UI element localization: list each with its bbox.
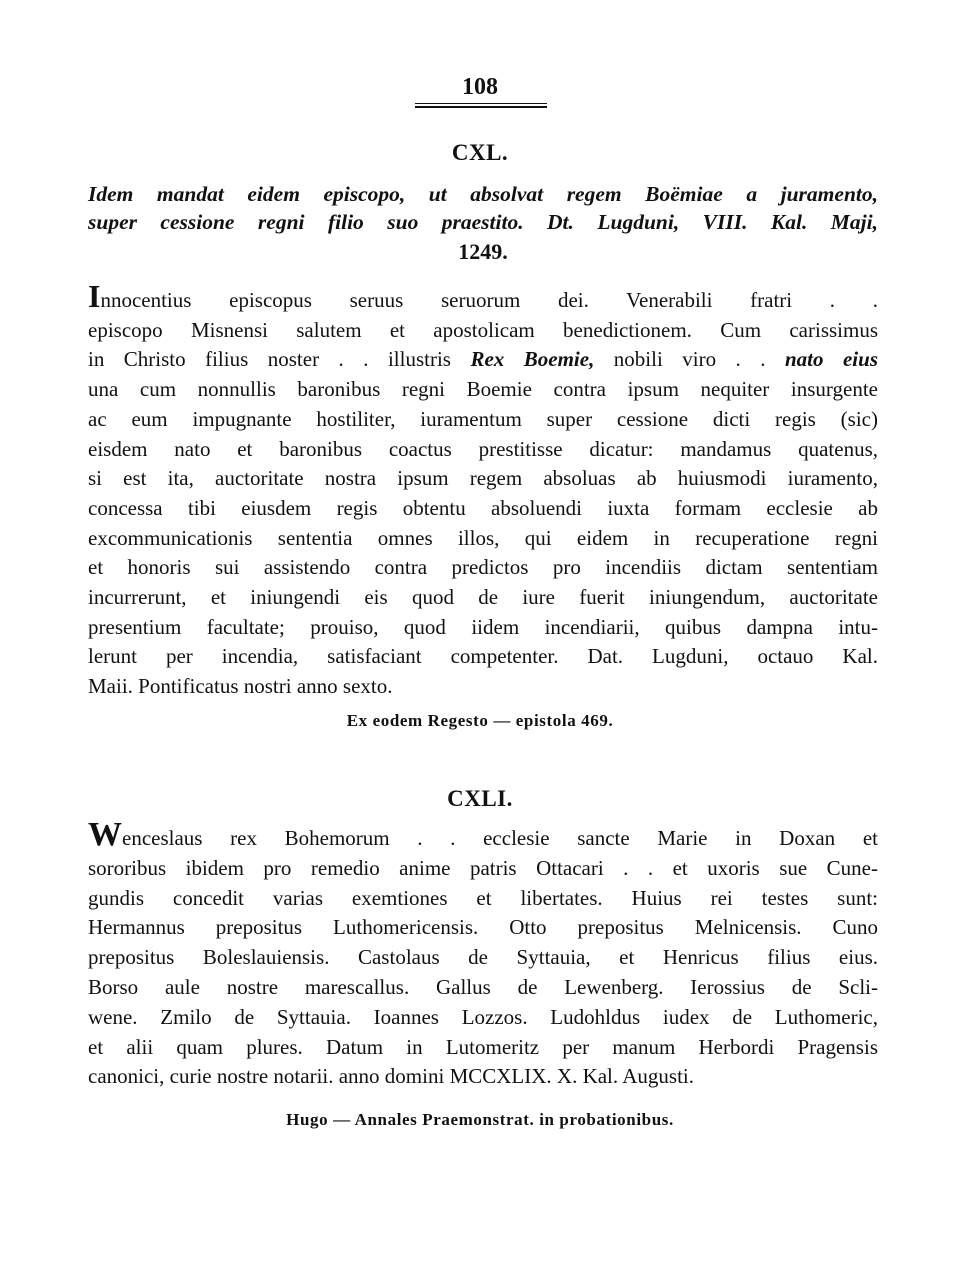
text-segment: in Christo filius noster . . illustris	[88, 347, 471, 372]
document-text-cxl	[88, 278, 878, 702]
text-line: eisdem nato et baronibus coactus prestitisse dicatur: mandamus quatenus,	[88, 436, 878, 461]
page-number: 108	[462, 74, 498, 100]
text-line: gundis concedit varias exemtiones et libertates. Huius rei testes sunt:	[88, 885, 878, 910]
text-line: ac eum impugnante hostiliter, iuramentum super cessione dicti regis (sic)	[88, 406, 878, 431]
text-line: et honoris sui assistendo contra predictos pro incendiis dictam sententiam	[88, 555, 878, 580]
text-line: lerunt per incendia, satisfaciant competenter. Dat. Lugduni, octauo Kal.	[88, 644, 878, 669]
first-line-text: nnocentius episcopus seruus seruorum dei. Venerabili fratri . .	[100, 288, 878, 312]
italic-nato-eius: nato eius	[785, 347, 878, 372]
text-line: Maii. Pontificatus nostri anno sexto.	[88, 674, 393, 699]
text-line: episcopo Misnensi salutem et apostolicam benedictionem. Cum carissimus	[88, 317, 878, 342]
summary-line: Idem mandat eidem episcopo, ut absolvat regem Boëmiae a juramento,	[88, 182, 878, 206]
initial-letter: I	[88, 278, 101, 314]
text-line: Hermannus prepositus Luthomericensis. Otto prepositus Melnicensis. Cuno	[88, 915, 878, 940]
header-rule-thick	[415, 106, 547, 108]
text-line	[88, 278, 878, 316]
text-line: prepositus Boleslauiensis. Castolaus de Syttauia, et Henricus filius eius.	[88, 945, 878, 970]
document-text-cxli	[88, 816, 878, 1092]
summary-year: 1249.	[458, 239, 508, 264]
text-line	[88, 816, 878, 854]
text-line: una cum nonnullis baronibus regni Boemie contra ipsum nequiter insurgente	[88, 377, 878, 402]
text-line: et alii quam plures. Datum in Lutomeritz per manum Herbordi Pragensis	[88, 1034, 878, 1059]
text-line	[88, 345, 878, 375]
text-line: concessa tibi eiusdem regis obtentu absoluendi iuxta formam ecclesie ab	[88, 495, 878, 520]
summary-line: super cessione regni filio suo praestito. Dt. Lugduni, VIII. Kal. Maji,	[88, 210, 878, 234]
header-rule-thin	[415, 103, 547, 104]
text-line: excommunicationis sententia omnes illos, qui eidem in recuperatione regni	[88, 525, 878, 550]
text-line: Borso aule nostre marescallus. Gallus de Lewenberg. Ierossius de Scli-	[88, 974, 878, 999]
document-number-cxli: CXLI.	[447, 786, 513, 811]
first-line-text: enceslaus rex Bohemorum . . ecclesie sancte Marie in Doxan et	[122, 826, 878, 850]
text-line: wene. Zmilo de Syttauia. Ioannes Lozzos. Ludohldus iudex de Luthomeric,	[88, 1004, 878, 1029]
text-line: si est ita, auctoritate nostra ipsum regem absoluas ab huiusmodi iuramento,	[88, 466, 878, 491]
text-line: canonici, curie nostre notarii. anno domini MCCXLIX. X. Kal. Augusti.	[88, 1064, 694, 1089]
text-line: incurrerunt, et iniungendi eis quod de iure fuerit iniungendum, auctoritate	[88, 585, 878, 610]
text-line: presentium facultate; prouiso, quod iidem incendiarii, quibus dampna intu-	[88, 614, 878, 639]
italic-rex-boemie: Rex Boemie,	[470, 347, 595, 372]
text-segment: nobili viro . .	[594, 347, 785, 372]
document-summary-cxl	[88, 180, 878, 266]
text-line: sororibus ibidem pro remedio anime patris Ottacari . . et uxoris sue Cune-	[88, 855, 878, 880]
source-note-cxl: Ex eodem Regesto — epistola 469.	[346, 711, 614, 730]
document-number-cxl: CXL.	[451, 140, 509, 165]
source-note-cxli: Hugo — Annales Praemonstrat. in probationibus.	[286, 1110, 674, 1129]
initial-letter: W	[88, 816, 122, 853]
